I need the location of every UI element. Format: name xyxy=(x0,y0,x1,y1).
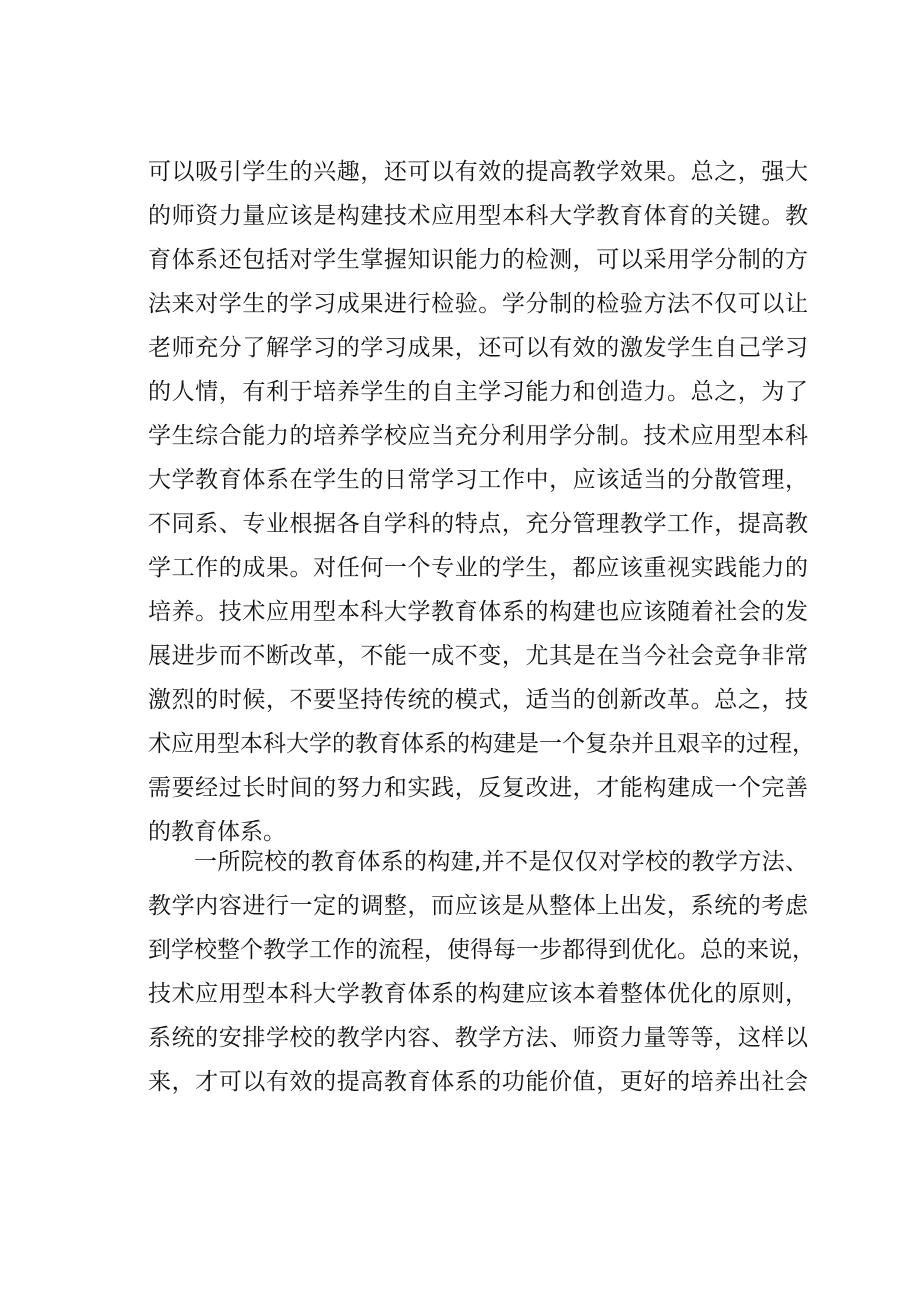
text-line: 到学校整个教学工作的流程，使得每一步都得到优化。总的来说， xyxy=(148,937,815,963)
text-line: 来，才可以有效的提高教育体系的功能价值，更好的培养出社会 xyxy=(148,1069,808,1095)
text-line: 的师资力量应该是构建技术应用型本科大学教育体育的关键。教 xyxy=(148,203,808,229)
text-line: 育体系还包括对学生掌握知识能力的检测，可以采用学分制的方 xyxy=(148,247,808,273)
text-line: 培养。技术应用型本科大学教育体系的构建也应该随着社会的发 xyxy=(148,599,808,625)
text-line: 法来对学生的学习成果进行检验。学分制的检验方法不仅可以让 xyxy=(148,291,808,317)
text-line: 一所院校的教育体系的构建,并不是仅仅对学校的教学方法、 xyxy=(194,849,808,875)
text-line: 学工作的成果。对任何一个专业的学生，都应该重视实践能力的 xyxy=(148,555,808,581)
text-line: 需要经过长时间的努力和实践，反复改进，才能构建成一个完善 xyxy=(148,775,808,801)
text-line: 技术应用型本科大学教育体系的构建应该本着整体优化的原则， xyxy=(148,981,808,1007)
text-line: 的人情，有利于培养学生的自主学习能力和创造力。总之，为了 xyxy=(148,379,808,405)
text-line: 可以吸引学生的兴趣，还可以有效的提高教学效果。总之，强大 xyxy=(148,159,808,185)
text-line: 学生综合能力的培养学校应当充分利用学分制。技术应用型本科 xyxy=(148,423,808,449)
text-line: 不同系、专业根据各自学科的特点，充分管理教学工作，提高教 xyxy=(148,511,808,537)
text-line: 激烈的时候，不要坚持传统的模式，适当的创新改革。总之，技 xyxy=(148,687,808,713)
text-line: 老师充分了解学习的学习成果，还可以有效的激发学生自己学习 xyxy=(148,335,808,361)
text-line: 大学教育体系在学生的日常学习工作中，应该适当的分散管理， xyxy=(148,467,808,493)
text-line: 系统的安排学校的教学内容、教学方法、师资力量等等，这样以 xyxy=(148,1025,808,1051)
text-line: 教学内容进行一定的调整，而应该是从整体上出发，系统的考虑 xyxy=(148,893,808,919)
text-line: 的教育体系。 xyxy=(148,819,286,845)
text-line: 展进步而不断改革，不能一成不变，尤其是在当今社会竞争非常 xyxy=(148,643,808,669)
text-line: 术应用型本科大学的教育体系的构建是一个复杂并且艰辛的过程， xyxy=(148,731,815,757)
paragraph-1 xyxy=(148,150,815,854)
paragraph-2 xyxy=(148,840,815,1104)
